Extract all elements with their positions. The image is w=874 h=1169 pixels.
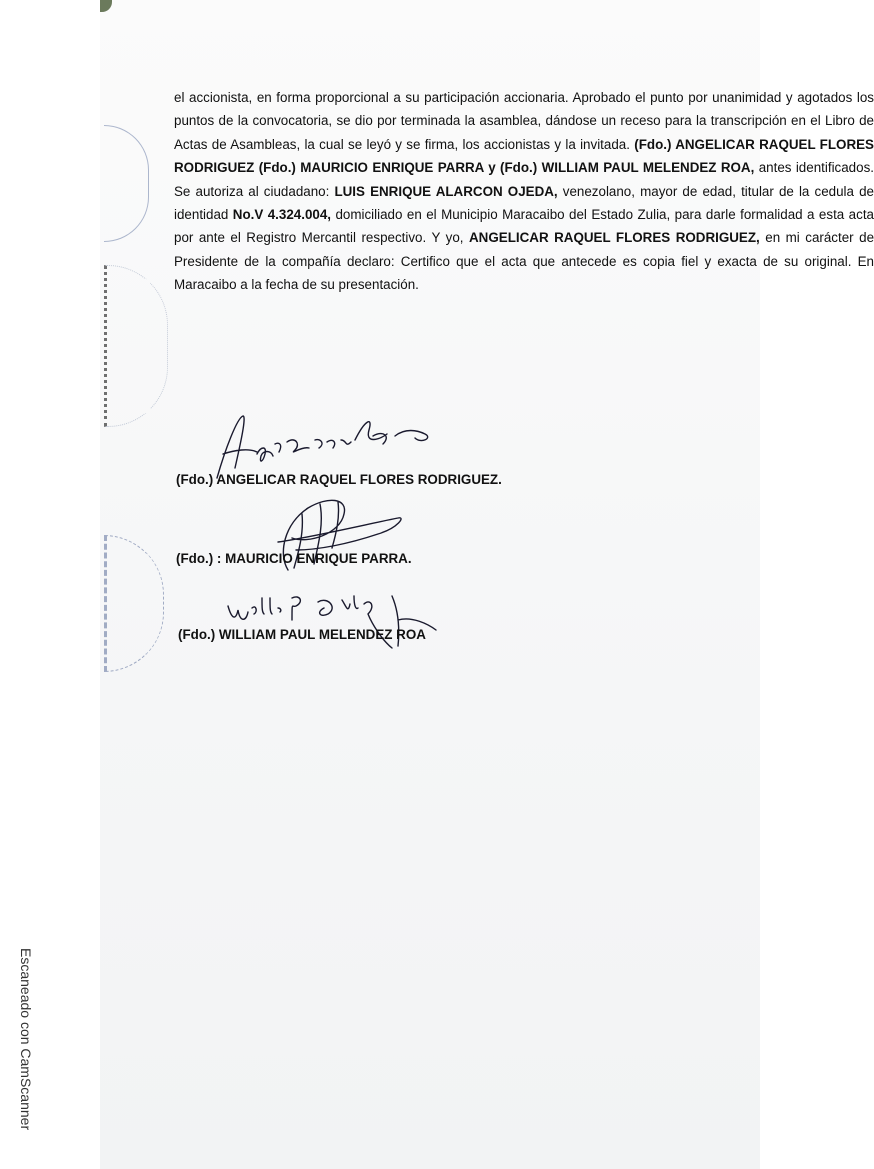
bold-run: (Fdo.) ANGELICAR RAQUEL FLORES RODRIGUEZ (Fdo.) MAURICIO ENRIQUE PARRA y (Fdo.) WILLIAM PAUL MELENDEZ ROA, (174, 136, 874, 176)
text-run: antes identificados. Se autoriza al ciudadano: (174, 160, 874, 199)
text-run: domiciliado en el Municipio Maracaibo del Estado Zulia, para darle formalidad a esta acta por ante el Registro Mercantil respectivo. Y yo, (174, 207, 874, 246)
signatory-line-william: (Fdo.) WILLIAM PAUL MELENDEZ ROA (178, 627, 426, 642)
text-run: venezolano, mayor de edad, titular de la cedula de identidad (174, 183, 874, 223)
signatory-line-mauricio: (Fdo.) : MAURICIO ENRIQUE PARRA. (176, 551, 412, 566)
bold-run: LUIS ENRIQUE ALARCON OJEDA, (334, 183, 558, 199)
signature-william (222, 590, 462, 652)
text-run: el accionista, en forma proporcional a su participación accionaria. Aprobado el punto por unanimidad y agotados los puntos de la convocatoria, se dio por terminada la asamblea, dándose un receso para la transcripción en el Libro de Actas de Asambleas, la cual se leyó y se firma, los accionistas y la invitada. (174, 90, 874, 152)
bold-run: ANGELICAR RAQUEL FLORES RODRIGUEZ, (469, 230, 760, 246)
body-paragraph (174, 86, 874, 297)
scanner-watermark: Escaneado con CamScanner (18, 948, 34, 1131)
signatory-line-angelicar: (Fdo.) ANGELICAR RAQUEL FLORES RODRIGUEZ. (176, 472, 502, 487)
bold-run: No.V 4.324.004, (232, 207, 332, 223)
text-run: en mi carácter de Presidente de la compañía declaro: Certifico que el acta que antecede es copia fiel y exacta de su original. En Maracaibo a la fecha de su presentación. (174, 230, 874, 293)
